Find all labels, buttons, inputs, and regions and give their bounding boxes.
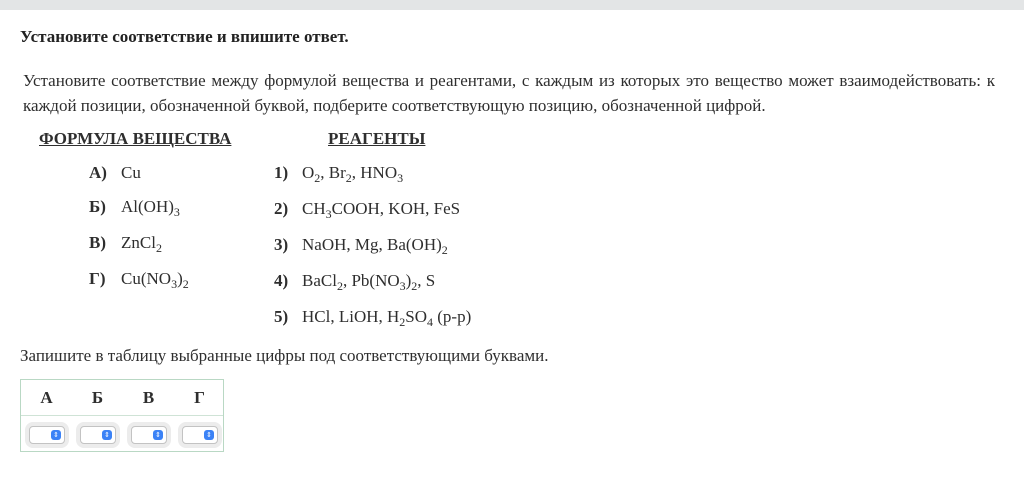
answer-header-g: Г	[194, 388, 205, 407]
reagent-item	[274, 235, 448, 257]
updown-chevron-icon: ⇕	[51, 430, 61, 440]
answer-select-g[interactable]	[182, 426, 218, 444]
reagent-text: BaCl$_2$, $Pb(NO_3)_2$, S	[302, 271, 436, 293]
reagent-item	[274, 199, 461, 221]
updown-chevron-icon: ⇕	[153, 430, 163, 440]
formula-letter: А)	[89, 163, 107, 182]
formula-letter: Б)	[89, 197, 106, 216]
reagent-number: 3)	[274, 235, 289, 254]
reagents-column-header: РЕАГЕНТЫ	[328, 129, 426, 148]
formula-text: $Cu(NO_3)_2$	[121, 269, 189, 291]
formula-item	[89, 163, 141, 183]
formula-letter: В)	[89, 233, 106, 252]
answer-select-a[interactable]	[29, 426, 65, 444]
formula-item	[89, 233, 162, 255]
answer-header-v: В	[142, 388, 155, 407]
reagent-item	[274, 163, 404, 185]
reagent-item	[274, 271, 436, 293]
updown-chevron-icon: ⇕	[102, 430, 112, 440]
reagent-number: 1)	[274, 163, 289, 182]
formula-item	[89, 197, 180, 219]
instruction-text: Запишите в таблицу выбранные цифры под соответствующими буквами.	[20, 346, 549, 365]
top-bar	[0, 0, 1024, 10]
formula-letter: Г)	[89, 269, 106, 288]
question-text: Установите соответствие между формулой вещества и реагентами, с каждым из которых это вещество может взаимодействовать: к каждой позиции, обозначенной буквой, подберите соответствующую позицию, обозначенной цифрой.	[23, 71, 995, 115]
answer-select-v[interactable]	[131, 426, 167, 444]
answer-table	[20, 379, 224, 452]
reagent-number: 2)	[274, 199, 289, 218]
task-title: Установите соответствие и впишите ответ.	[20, 27, 349, 46]
answer-select-b[interactable]	[80, 426, 116, 444]
updown-chevron-icon: ⇕	[204, 430, 214, 440]
reagent-text: HCl, LiOH, $H_2SO_4$ (р-р)	[302, 307, 472, 329]
formula-item	[89, 269, 189, 291]
answer-header-row	[21, 380, 223, 416]
reagent-number: 5)	[274, 307, 289, 326]
reagent-text: $O_2$, $Br_2$, $HNO_3$	[302, 163, 404, 185]
formula-text: Cu	[121, 163, 141, 182]
answer-header-b: Б	[91, 388, 104, 407]
reagent-text: NaOH, Mg, $Ba(OH)_2$	[302, 235, 448, 257]
formula-text: ZnCl$_2$	[121, 233, 162, 255]
formula-column-header: ФОРМУЛА ВЕЩЕСТВА	[39, 129, 232, 148]
reagent-text: $CH_3COOH$, KOH, FeS	[302, 199, 461, 221]
formula-text: $Al(OH)_3$	[121, 197, 180, 219]
reagent-item	[274, 307, 472, 329]
reagent-number: 4)	[274, 271, 289, 290]
answer-header-a: А	[40, 388, 53, 407]
